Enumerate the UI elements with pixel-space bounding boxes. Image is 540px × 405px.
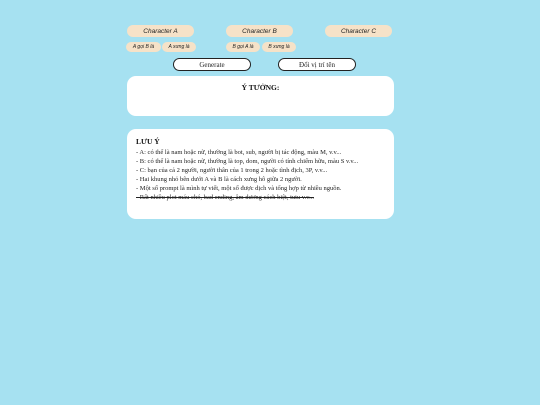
character-b-label: Character B xyxy=(242,27,277,35)
note-item: - Một số prompt là mình tự viết, một số được dịch và tổng hợp từ nhiều nguồn. xyxy=(136,185,342,192)
b-self-field[interactable] xyxy=(262,42,296,52)
a-calls-b-label: A gọi B là xyxy=(132,44,155,50)
idea-title: Ý TƯỞNG: xyxy=(241,83,280,92)
note-item: - B: có thể là nam hoặc nữ, thường là top, dom, người có tính chiếm hữu, màu S v.v... xyxy=(136,158,359,165)
character-c-field[interactable] xyxy=(325,25,392,37)
generate-button-label: Generate xyxy=(199,60,225,69)
b-self-label: B xưng là xyxy=(268,44,290,50)
a-self-field[interactable] xyxy=(162,42,196,52)
note-item: - Hai khung nhỏ bên dưới A và B là cách xưng hô giữa 2 người. xyxy=(136,176,302,183)
character-a-label: Character A xyxy=(143,27,178,35)
b-calls-a-field[interactable] xyxy=(226,42,260,52)
swap-names-button-label: Đổi vị trí tên xyxy=(299,60,335,69)
a-self-label: A xưng là xyxy=(168,44,190,50)
notes-panel xyxy=(127,129,394,219)
character-a-field[interactable] xyxy=(127,25,194,37)
notes-title: LƯU Ý xyxy=(136,137,160,146)
character-c-label: Character C xyxy=(340,27,377,35)
idea-panel xyxy=(127,76,394,116)
note-item: - C: bạn của cả 2 người, người thân của 1 trong 2 hoặc tình địch, 3P, v.v... xyxy=(136,167,328,174)
b-calls-a-label: B gọi A là xyxy=(232,44,254,50)
character-b-field[interactable] xyxy=(226,25,293,37)
a-calls-b-field[interactable] xyxy=(126,42,161,52)
note-item: - A: có thể là nam hoặc nữ, thường là bot, sub, người bị tác động, màu M, v.v... xyxy=(136,149,342,156)
note-item-strikethrough: - Rất nhiều plot máu chó, bad ending, âm dương cách biệt, tutu v.v... xyxy=(136,194,314,201)
generate-button[interactable] xyxy=(173,58,251,71)
swap-names-button[interactable] xyxy=(278,58,356,71)
